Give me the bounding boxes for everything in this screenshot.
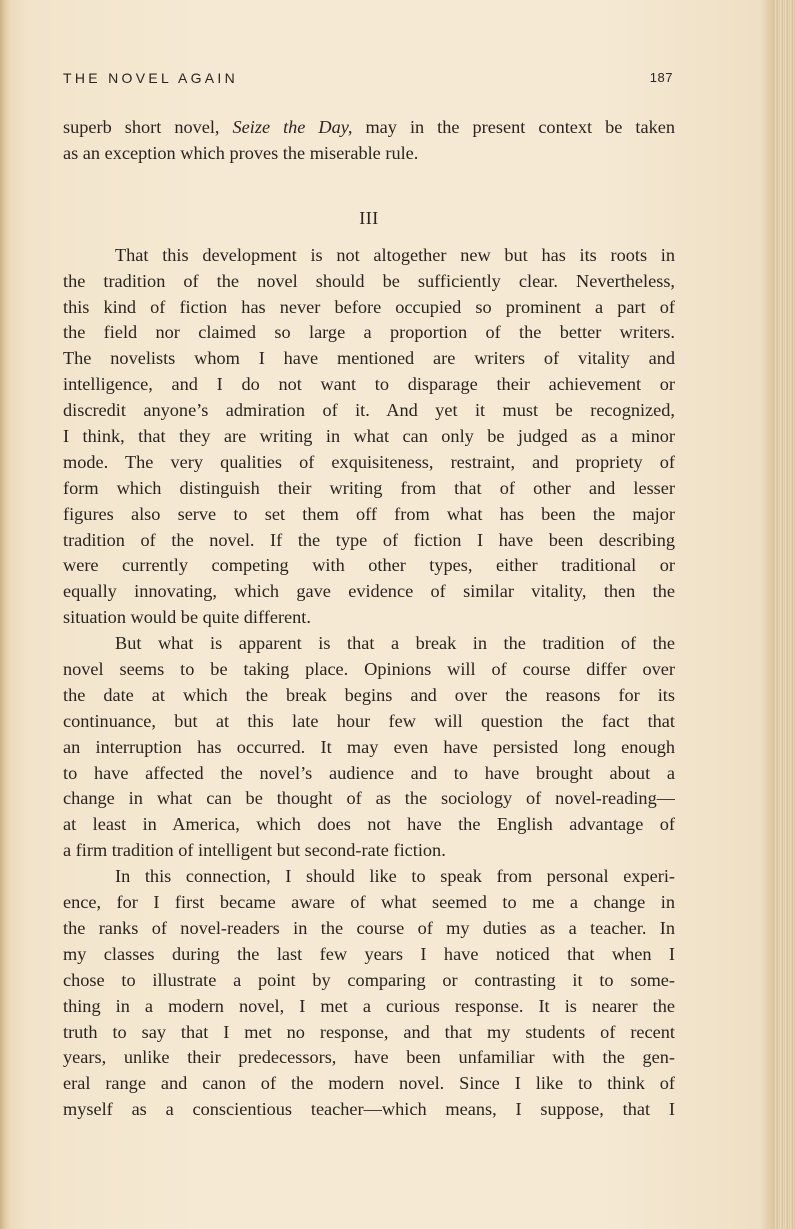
text-line: continuance, but at this late hour few will question the fact that bbox=[63, 710, 675, 731]
text-line: But what is apparent is that a break in the tradition of the bbox=[115, 633, 675, 654]
text-line: eral range and canon of the modern novel. Since I like to think of bbox=[63, 1073, 675, 1094]
text-line: novel seems to be taking place. Opinions will of course differ over bbox=[63, 659, 675, 680]
text-line: figures also serve to set them off from what has been the major bbox=[63, 503, 675, 524]
text-line: at least in America, which does not have the English advantage of bbox=[63, 814, 675, 835]
text-line: a firm tradition of intelligent but second-rate fiction. bbox=[63, 840, 446, 861]
text-fragment: may in the present context be taken bbox=[352, 117, 675, 137]
text-line: form which distinguish their writing from that of other and lesser bbox=[63, 477, 675, 498]
text-line: to have affected the novel’s audience and to have brought about a bbox=[63, 762, 675, 783]
paragraph bbox=[63, 864, 675, 1123]
text-line: the tradition of the novel should be sufficiently clear. Nevertheless, bbox=[63, 270, 675, 291]
paragraph bbox=[63, 243, 675, 631]
text-line: equally innovating, which gave evidence of similar vitality, then the bbox=[63, 581, 675, 602]
text-line: an interruption has occurred. It may even have persisted long enough bbox=[63, 736, 675, 757]
text-line: truth to say that I met no response, and that my students of recent bbox=[63, 1021, 675, 1042]
text-line: I think, that they are writing in what can only be judged as a minor bbox=[63, 426, 675, 447]
text-line: my classes during the last few years I have noticed that when I bbox=[63, 943, 675, 964]
text-line: this kind of fiction has never before occupied so prominent a part of bbox=[63, 296, 675, 317]
paragraph bbox=[63, 631, 675, 864]
text-line: change in what can be thought of as the sociology of novel-reading— bbox=[63, 788, 675, 809]
section-number: III bbox=[359, 207, 379, 228]
text-line: the ranks of novel-readers in the course of my duties as a teacher. In bbox=[63, 917, 675, 938]
book-title-italic: Seize the Day, bbox=[232, 117, 353, 137]
text-line: thing in a modern novel, I met a curious response. It is nearer the bbox=[63, 995, 675, 1016]
text-line: as an exception which proves the miserable rule. bbox=[63, 142, 419, 163]
text-line: chose to illustrate a point by comparing or contrasting it to some- bbox=[63, 969, 675, 990]
text-line: ence, for I first became aware of what seemed to me a change in bbox=[63, 892, 675, 913]
text-line: situation would be quite different. bbox=[63, 607, 311, 628]
text-line: In this connection, I should like to speak from personal experi- bbox=[115, 866, 675, 887]
body-text bbox=[63, 115, 675, 1123]
text-line: intelligence, and I do not want to disparage their achievement or bbox=[63, 374, 675, 395]
text-line: were currently competing with other types, either traditional or bbox=[63, 555, 675, 576]
text-line: tradition of the novel. If the type of fiction I have been describing bbox=[63, 529, 675, 550]
page-gutter-shadow bbox=[0, 0, 10, 1229]
text-line: years, unlike their predecessors, have been unfamiliar with the gen- bbox=[63, 1047, 675, 1068]
text-line: the date at which the break begins and over the reasons for its bbox=[63, 684, 675, 705]
text-line: That this development is not altogether new but has its roots in bbox=[115, 244, 675, 265]
running-head bbox=[63, 68, 673, 92]
page-edge-stack bbox=[774, 0, 795, 1229]
text-line: mode. The very qualities of exquisiteness, restraint, and propriety of bbox=[63, 451, 675, 472]
text-fragment: superb short novel, bbox=[63, 117, 233, 137]
page-number: 187 bbox=[649, 70, 673, 85]
text-line: The novelists whom I have mentioned are writers of vitality and bbox=[63, 348, 675, 369]
text-line: myself as a conscientious teacher—which means, I suppose, that I bbox=[63, 1099, 675, 1120]
running-head-title: THE NOVEL AGAIN bbox=[63, 70, 239, 86]
text-line: discredit anyone’s admiration of it. And yet it must be recognized, bbox=[63, 400, 675, 421]
text-line: the field nor claimed so large a proportion of the better writers. bbox=[63, 322, 675, 343]
text-line bbox=[63, 115, 675, 141]
